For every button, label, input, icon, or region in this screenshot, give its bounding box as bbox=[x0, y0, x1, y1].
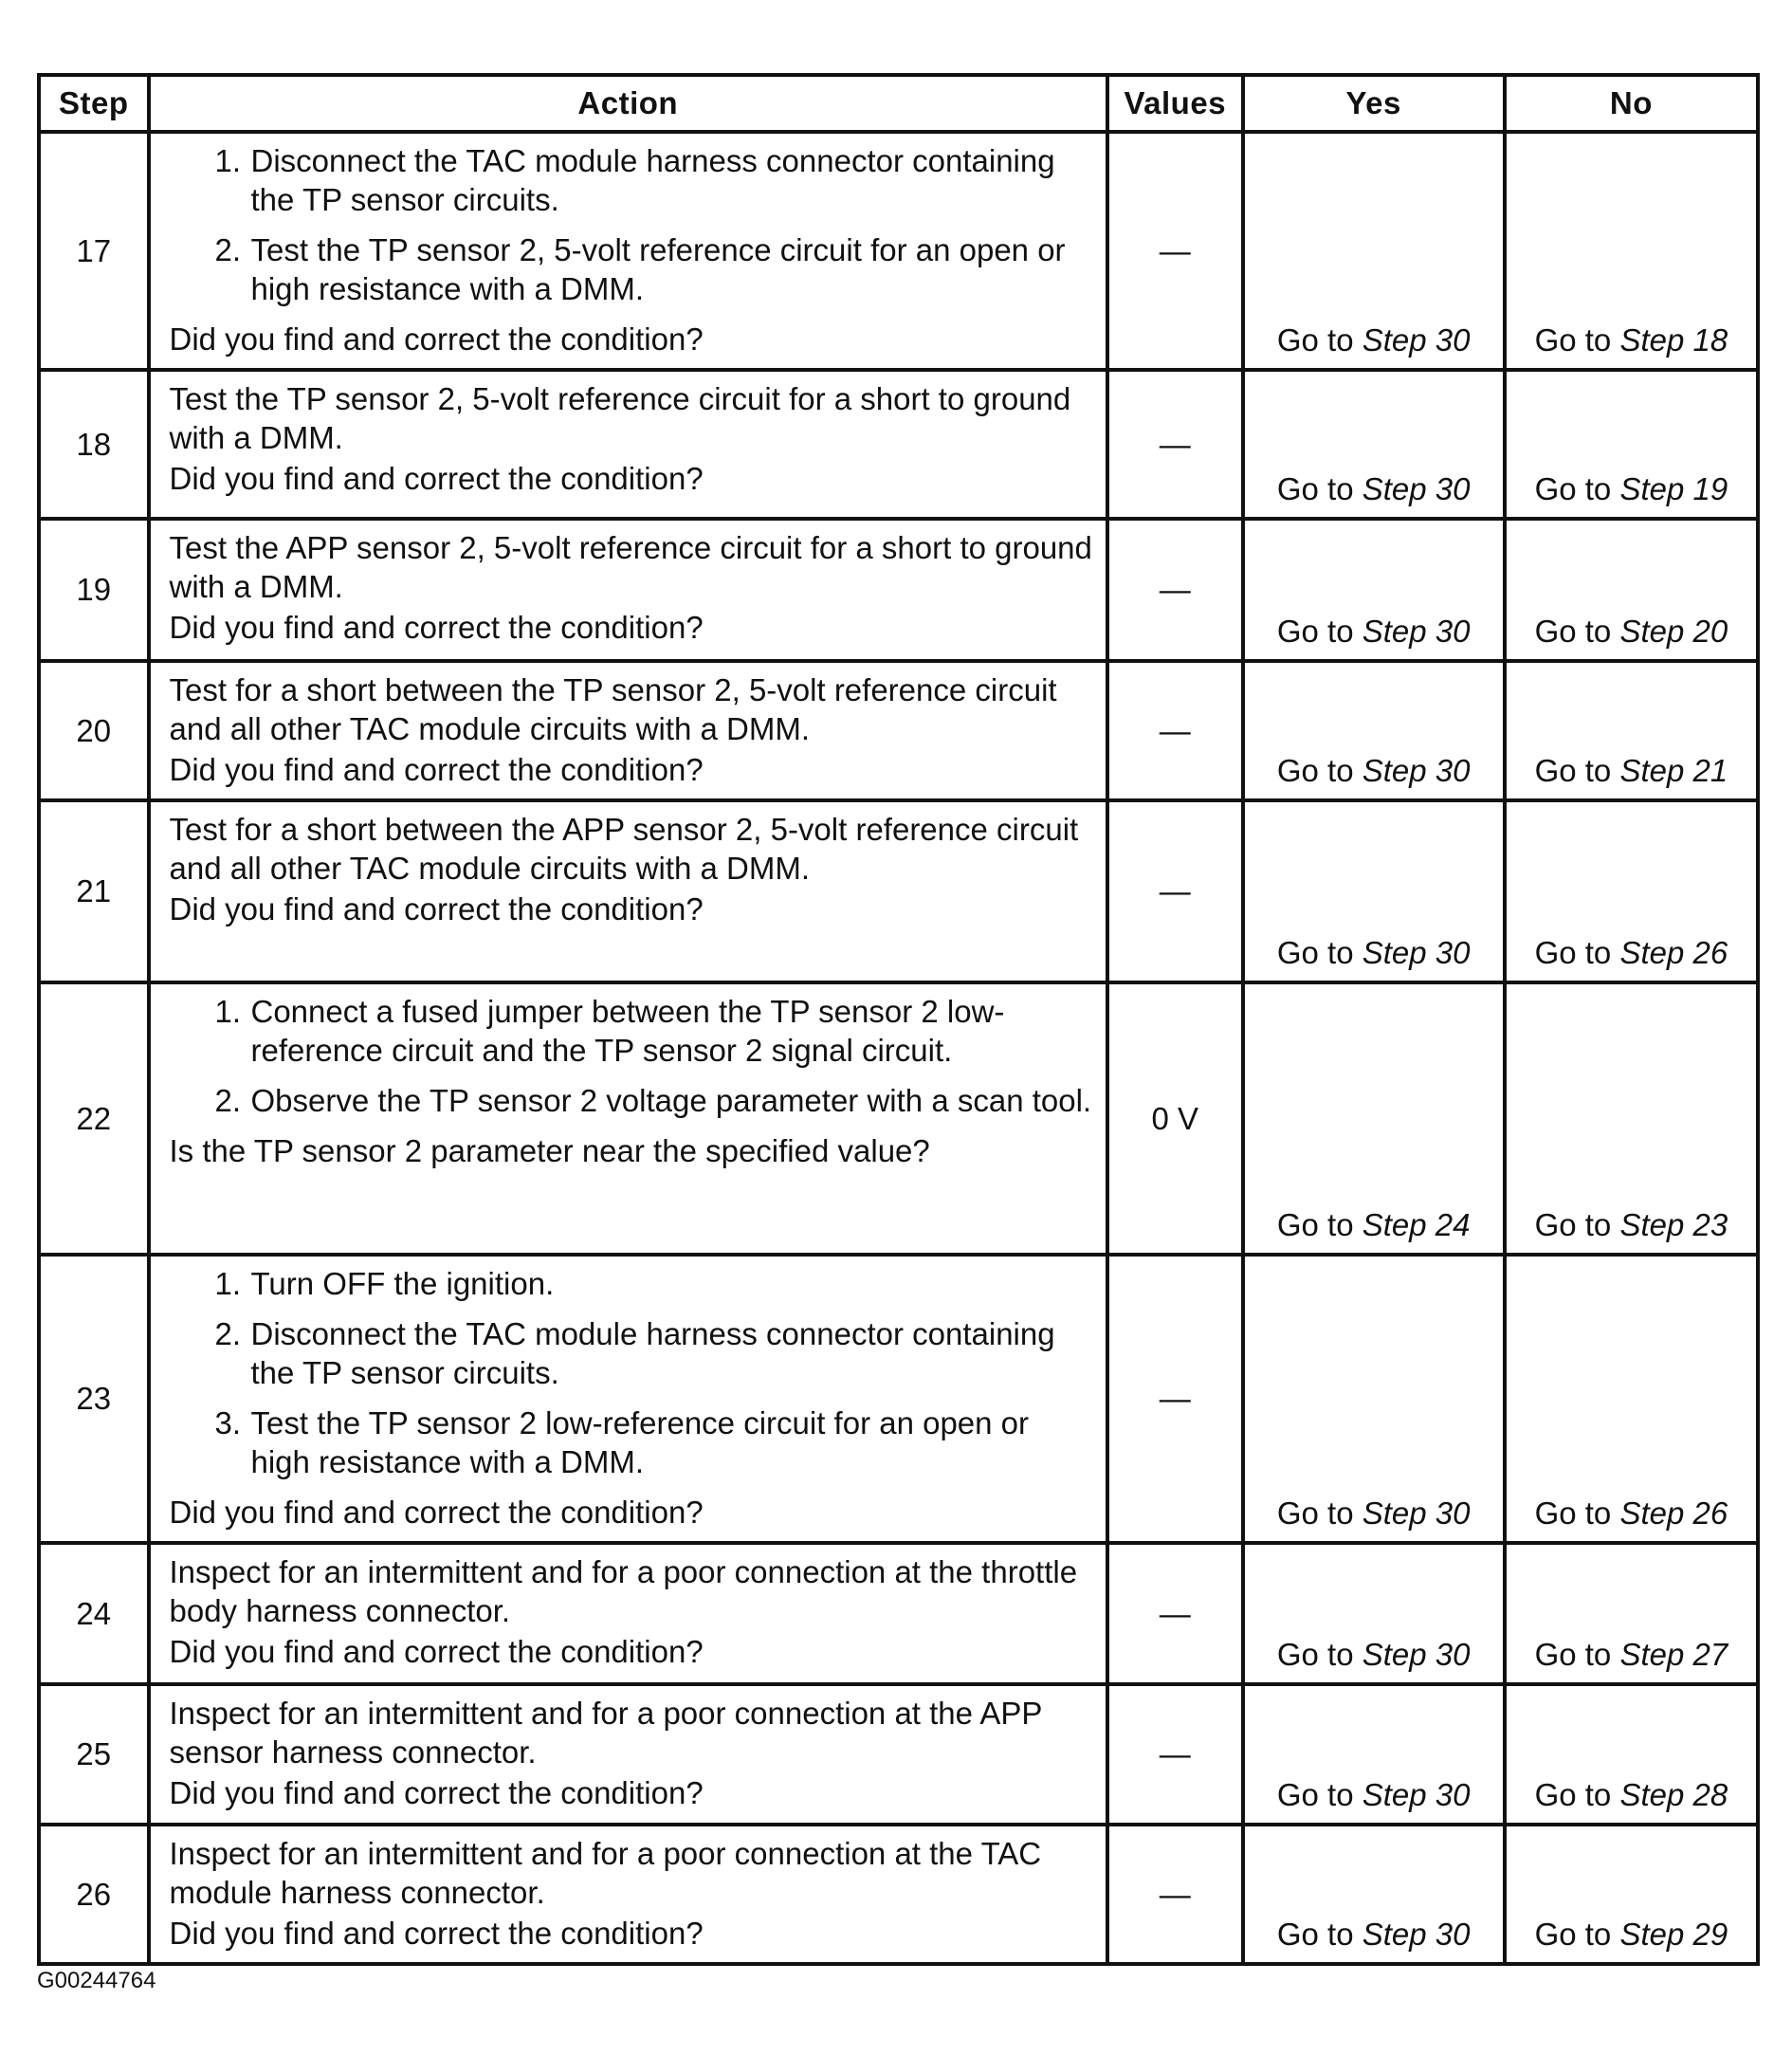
step-number: 23 bbox=[39, 1255, 149, 1543]
action-cell bbox=[149, 1255, 1107, 1543]
action-text: Inspect for an intermittent and for a poor connection at the TAC module harness connector. bbox=[169, 1836, 1042, 1910]
no-cell bbox=[1505, 1543, 1758, 1684]
no-cell bbox=[1505, 1684, 1758, 1825]
header-values: Values bbox=[1107, 75, 1243, 132]
step-number: 20 bbox=[39, 661, 149, 800]
header-no: No bbox=[1505, 75, 1758, 132]
value-cell: — bbox=[1107, 519, 1243, 661]
step-number: 25 bbox=[39, 1684, 149, 1825]
no-goto-step: Step 19 bbox=[1619, 471, 1728, 506]
table-row bbox=[39, 519, 1758, 661]
action-question: Did you find and correct the condition? bbox=[169, 1916, 704, 1951]
action-cell bbox=[149, 1825, 1107, 1964]
yes-goto-label: Go to bbox=[1276, 753, 1354, 788]
substep-list bbox=[170, 992, 1092, 1120]
substep-number: 2. bbox=[214, 1083, 242, 1118]
substep-text: Turn OFF the ignition. bbox=[250, 1266, 555, 1301]
substep-number: 2. bbox=[214, 232, 242, 267]
no-goto-label: Go to bbox=[1534, 1637, 1612, 1672]
substep-item bbox=[215, 230, 1092, 308]
no-goto-label: Go to bbox=[1534, 322, 1612, 358]
no-goto-label: Go to bbox=[1534, 471, 1612, 506]
substep-text: Disconnect the TAC module harness connector containing the TP sensor circuits. bbox=[250, 1316, 1055, 1390]
substep-item bbox=[215, 1264, 1092, 1303]
yes-cell bbox=[1243, 661, 1505, 800]
no-goto-label: Go to bbox=[1534, 1207, 1612, 1242]
substep-text: Test the TP sensor 2, 5-volt reference circuit for an open or high resistance with a DMM. bbox=[250, 232, 1066, 306]
value-cell: — bbox=[1107, 1255, 1243, 1543]
no-goto-step: Step 26 bbox=[1619, 935, 1728, 970]
action-cell bbox=[149, 661, 1107, 800]
step-number: 18 bbox=[39, 370, 149, 519]
value-cell: 0 V bbox=[1107, 982, 1243, 1255]
no-goto-label: Go to bbox=[1534, 1917, 1612, 1952]
action-question: Did you find and correct the condition? bbox=[169, 1495, 704, 1530]
yes-goto-step: Step 30 bbox=[1362, 1777, 1471, 1812]
no-goto-label: Go to bbox=[1534, 1777, 1612, 1812]
yes-goto-step: Step 30 bbox=[1362, 935, 1471, 970]
value-cell: — bbox=[1107, 1825, 1243, 1964]
table-body bbox=[39, 132, 1758, 1964]
substep-item bbox=[215, 141, 1092, 219]
no-cell bbox=[1505, 1255, 1758, 1543]
substep-list bbox=[170, 1264, 1092, 1481]
step-number: 19 bbox=[39, 519, 149, 661]
yes-goto-step: Step 30 bbox=[1362, 1917, 1471, 1952]
no-goto-label: Go to bbox=[1534, 1495, 1612, 1531]
action-question: Did you find and correct the condition? bbox=[169, 610, 704, 645]
yes-cell bbox=[1243, 370, 1505, 519]
yes-goto-step: Step 24 bbox=[1362, 1207, 1471, 1242]
yes-goto-step: Step 30 bbox=[1362, 1637, 1471, 1672]
substep-item bbox=[215, 1404, 1092, 1481]
action-question: Did you find and correct the condition? bbox=[169, 321, 704, 357]
yes-goto-label: Go to bbox=[1276, 1777, 1354, 1812]
action-question: Did you find and correct the condition? bbox=[169, 1634, 704, 1669]
step-number: 21 bbox=[39, 800, 149, 982]
yes-cell bbox=[1243, 519, 1505, 661]
action-text: Inspect for an intermittent and for a poor connection at the throttle body harness connector. bbox=[169, 1554, 1078, 1628]
table-row bbox=[39, 661, 1758, 800]
yes-cell bbox=[1243, 1825, 1505, 1964]
yes-goto-step: Step 30 bbox=[1362, 753, 1471, 788]
substep-number: 1. bbox=[214, 143, 242, 178]
action-question: Is the TP sensor 2 parameter near the specified value? bbox=[169, 1133, 930, 1168]
substep-number: 3. bbox=[214, 1405, 242, 1440]
yes-goto-label: Go to bbox=[1276, 1637, 1354, 1672]
table-row bbox=[39, 982, 1758, 1255]
no-goto-step: Step 27 bbox=[1619, 1637, 1728, 1672]
yes-cell bbox=[1243, 1543, 1505, 1684]
no-goto-step: Step 28 bbox=[1619, 1777, 1728, 1812]
yes-goto-label: Go to bbox=[1276, 471, 1354, 506]
no-goto-label: Go to bbox=[1534, 753, 1612, 788]
substep-text: Connect a fused jumper between the TP sensor 2 low-reference circuit and the TP sensor 2 signal circuit. bbox=[250, 994, 1005, 1068]
no-goto-step: Step 21 bbox=[1619, 753, 1728, 788]
yes-goto-step: Step 30 bbox=[1362, 322, 1471, 358]
yes-goto-label: Go to bbox=[1276, 1495, 1354, 1531]
no-cell bbox=[1505, 370, 1758, 519]
table-row bbox=[39, 132, 1758, 370]
value-cell: — bbox=[1107, 800, 1243, 982]
yes-goto-label: Go to bbox=[1276, 322, 1354, 358]
yes-goto-step: Step 30 bbox=[1362, 471, 1471, 506]
no-cell bbox=[1505, 519, 1758, 661]
yes-cell bbox=[1243, 132, 1505, 370]
step-number: 22 bbox=[39, 982, 149, 1255]
substep-item bbox=[215, 992, 1092, 1070]
substep-number: 1. bbox=[214, 1266, 242, 1301]
no-cell bbox=[1505, 132, 1758, 370]
action-cell bbox=[149, 1543, 1107, 1684]
yes-goto-step: Step 30 bbox=[1362, 1495, 1471, 1531]
substep-number: 1. bbox=[214, 994, 242, 1029]
step-number: 26 bbox=[39, 1825, 149, 1964]
yes-goto-label: Go to bbox=[1276, 935, 1354, 970]
no-goto-step: Step 23 bbox=[1619, 1207, 1728, 1242]
value-cell: — bbox=[1107, 370, 1243, 519]
substep-item bbox=[215, 1314, 1092, 1392]
yes-cell bbox=[1243, 1255, 1505, 1543]
yes-goto-label: Go to bbox=[1276, 614, 1354, 649]
action-cell bbox=[149, 800, 1107, 982]
value-cell: — bbox=[1107, 661, 1243, 800]
table-row bbox=[39, 1255, 1758, 1543]
header-action: Action bbox=[149, 75, 1107, 132]
action-cell bbox=[149, 982, 1107, 1255]
action-cell bbox=[149, 132, 1107, 370]
header-yes: Yes bbox=[1243, 75, 1505, 132]
action-cell bbox=[149, 519, 1107, 661]
no-goto-label: Go to bbox=[1534, 935, 1612, 970]
action-question: Did you find and correct the condition? bbox=[169, 752, 704, 787]
value-cell: — bbox=[1107, 1684, 1243, 1825]
substep-item bbox=[215, 1081, 1092, 1120]
table-row bbox=[39, 1825, 1758, 1964]
action-question: Did you find and correct the condition? bbox=[169, 461, 704, 496]
step-number: 24 bbox=[39, 1543, 149, 1684]
no-goto-label: Go to bbox=[1534, 614, 1612, 649]
yes-goto-step: Step 30 bbox=[1362, 614, 1471, 649]
step-number: 17 bbox=[39, 132, 149, 370]
table-row bbox=[39, 1543, 1758, 1684]
no-cell bbox=[1505, 661, 1758, 800]
action-text: Test for a short between the APP sensor 2, 5-volt reference circuit and all other TAC module circuits with a DMM. bbox=[169, 812, 1079, 886]
no-cell bbox=[1505, 800, 1758, 982]
table-row bbox=[39, 1684, 1758, 1825]
no-goto-step: Step 29 bbox=[1619, 1917, 1728, 1952]
substep-text: Observe the TP sensor 2 voltage parameter with a scan tool. bbox=[250, 1083, 1092, 1118]
action-text: Inspect for an intermittent and for a poor connection at the APP sensor harness connector. bbox=[169, 1696, 1042, 1770]
yes-cell bbox=[1243, 982, 1505, 1255]
no-goto-step: Step 26 bbox=[1619, 1495, 1728, 1531]
action-cell bbox=[149, 370, 1107, 519]
action-question: Did you find and correct the condition? bbox=[169, 1775, 704, 1810]
yes-goto-label: Go to bbox=[1276, 1207, 1354, 1242]
substep-list bbox=[170, 141, 1092, 308]
action-text: Test for a short between the TP sensor 2, 5-volt reference circuit and all other TAC module circuits with a DMM. bbox=[169, 672, 1057, 746]
substep-text: Disconnect the TAC module harness connector containing the TP sensor circuits. bbox=[250, 143, 1055, 217]
table-row bbox=[39, 800, 1758, 982]
no-goto-step: Step 18 bbox=[1619, 322, 1728, 358]
table-row bbox=[39, 370, 1758, 519]
value-cell: — bbox=[1107, 132, 1243, 370]
action-text: Test the TP sensor 2, 5-volt reference circuit for a short to ground with a DMM. bbox=[169, 381, 1071, 455]
figure-id: G00244764 bbox=[37, 1968, 156, 1993]
substep-number: 2. bbox=[214, 1316, 242, 1351]
no-cell bbox=[1505, 982, 1758, 1255]
yes-cell bbox=[1243, 800, 1505, 982]
action-cell bbox=[149, 1684, 1107, 1825]
no-goto-step: Step 20 bbox=[1619, 614, 1728, 649]
action-question: Did you find and correct the condition? bbox=[169, 891, 704, 927]
table-header-row bbox=[39, 75, 1758, 132]
value-cell: — bbox=[1107, 1543, 1243, 1684]
yes-cell bbox=[1243, 1684, 1505, 1825]
action-text: Test the APP sensor 2, 5-volt reference circuit for a short to ground with a DMM. bbox=[169, 530, 1092, 604]
yes-goto-label: Go to bbox=[1276, 1917, 1354, 1952]
diagnostic-table bbox=[37, 73, 1760, 1966]
header-step: Step bbox=[39, 75, 149, 132]
substep-text: Test the TP sensor 2 low-reference circuit for an open or high resistance with a DMM. bbox=[250, 1405, 1030, 1479]
no-cell bbox=[1505, 1825, 1758, 1964]
